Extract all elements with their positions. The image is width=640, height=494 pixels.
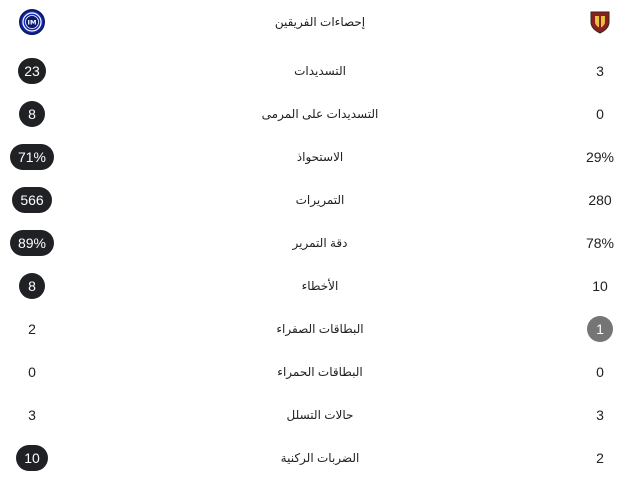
away-pass-accuracy-value: 78% (585, 235, 615, 251)
home-pass-accuracy-value: 89% (10, 230, 54, 256)
away-possession-value: 29% (585, 149, 615, 165)
home-passes-value: 566 (12, 187, 51, 213)
away-team-logo-cell (560, 2, 640, 42)
away-red-cards-value: 0 (596, 364, 604, 380)
stat-row-yellow-cards (0, 309, 640, 349)
stat-label-corners: الضربات الركنية (280, 451, 360, 465)
lecce-crest-icon (589, 9, 611, 35)
stat-row-shots (0, 51, 640, 91)
home-corners-value: 10 (16, 445, 48, 471)
away-offsides-value: 3 (596, 407, 604, 423)
away-yellow-cards-value: 1 (587, 316, 613, 342)
home-shots-value: 23 (18, 58, 46, 84)
stat-row-offsides (0, 395, 640, 435)
stat-label-yellow-cards: البطاقات الصفراء (276, 322, 364, 336)
svg-text:IM: IM (27, 18, 37, 27)
away-shots-value: 3 (596, 63, 604, 79)
home-shots-on-target-value: 8 (19, 101, 45, 127)
home-yellow-cards-value: 2 (28, 321, 36, 337)
away-fouls-value: 10 (592, 278, 608, 294)
home-team-logo-cell (0, 2, 64, 42)
stat-label-shots-on-target: التسديدات على المرمى (261, 107, 379, 121)
stat-label-offsides: حالات التسلل (286, 408, 354, 422)
home-possession-value: 71% (10, 144, 54, 170)
stat-label-red-cards: البطاقات الحمراء (277, 365, 363, 379)
stat-row-red-cards (0, 352, 640, 392)
away-passes-value: 280 (588, 192, 612, 208)
inter-crest-icon (19, 9, 45, 35)
stats-header-row (0, 2, 640, 42)
stat-label-shots: التسديدات (294, 64, 346, 78)
stat-row-pass-accuracy (0, 223, 640, 263)
stat-row-corners (0, 438, 640, 478)
stats-title: إحصاءات الفريقين (274, 15, 366, 29)
away-corners-value: 2 (596, 450, 604, 466)
stat-label-fouls: الأخطاء (301, 279, 339, 293)
home-fouls-value: 8 (19, 273, 45, 299)
stat-label-pass-accuracy: دقة التمرير (292, 236, 348, 250)
stat-row-possession (0, 137, 640, 177)
stat-label-possession: الاستحواذ (296, 150, 344, 164)
home-offsides-value: 3 (28, 407, 36, 423)
stat-label-passes: التمريرات (295, 193, 345, 207)
home-red-cards-value: 0 (28, 364, 36, 380)
away-shots-on-target-value: 0 (596, 106, 604, 122)
stat-row-passes (0, 180, 640, 220)
stat-row-shots-on-target (0, 94, 640, 134)
stat-row-fouls (0, 266, 640, 306)
